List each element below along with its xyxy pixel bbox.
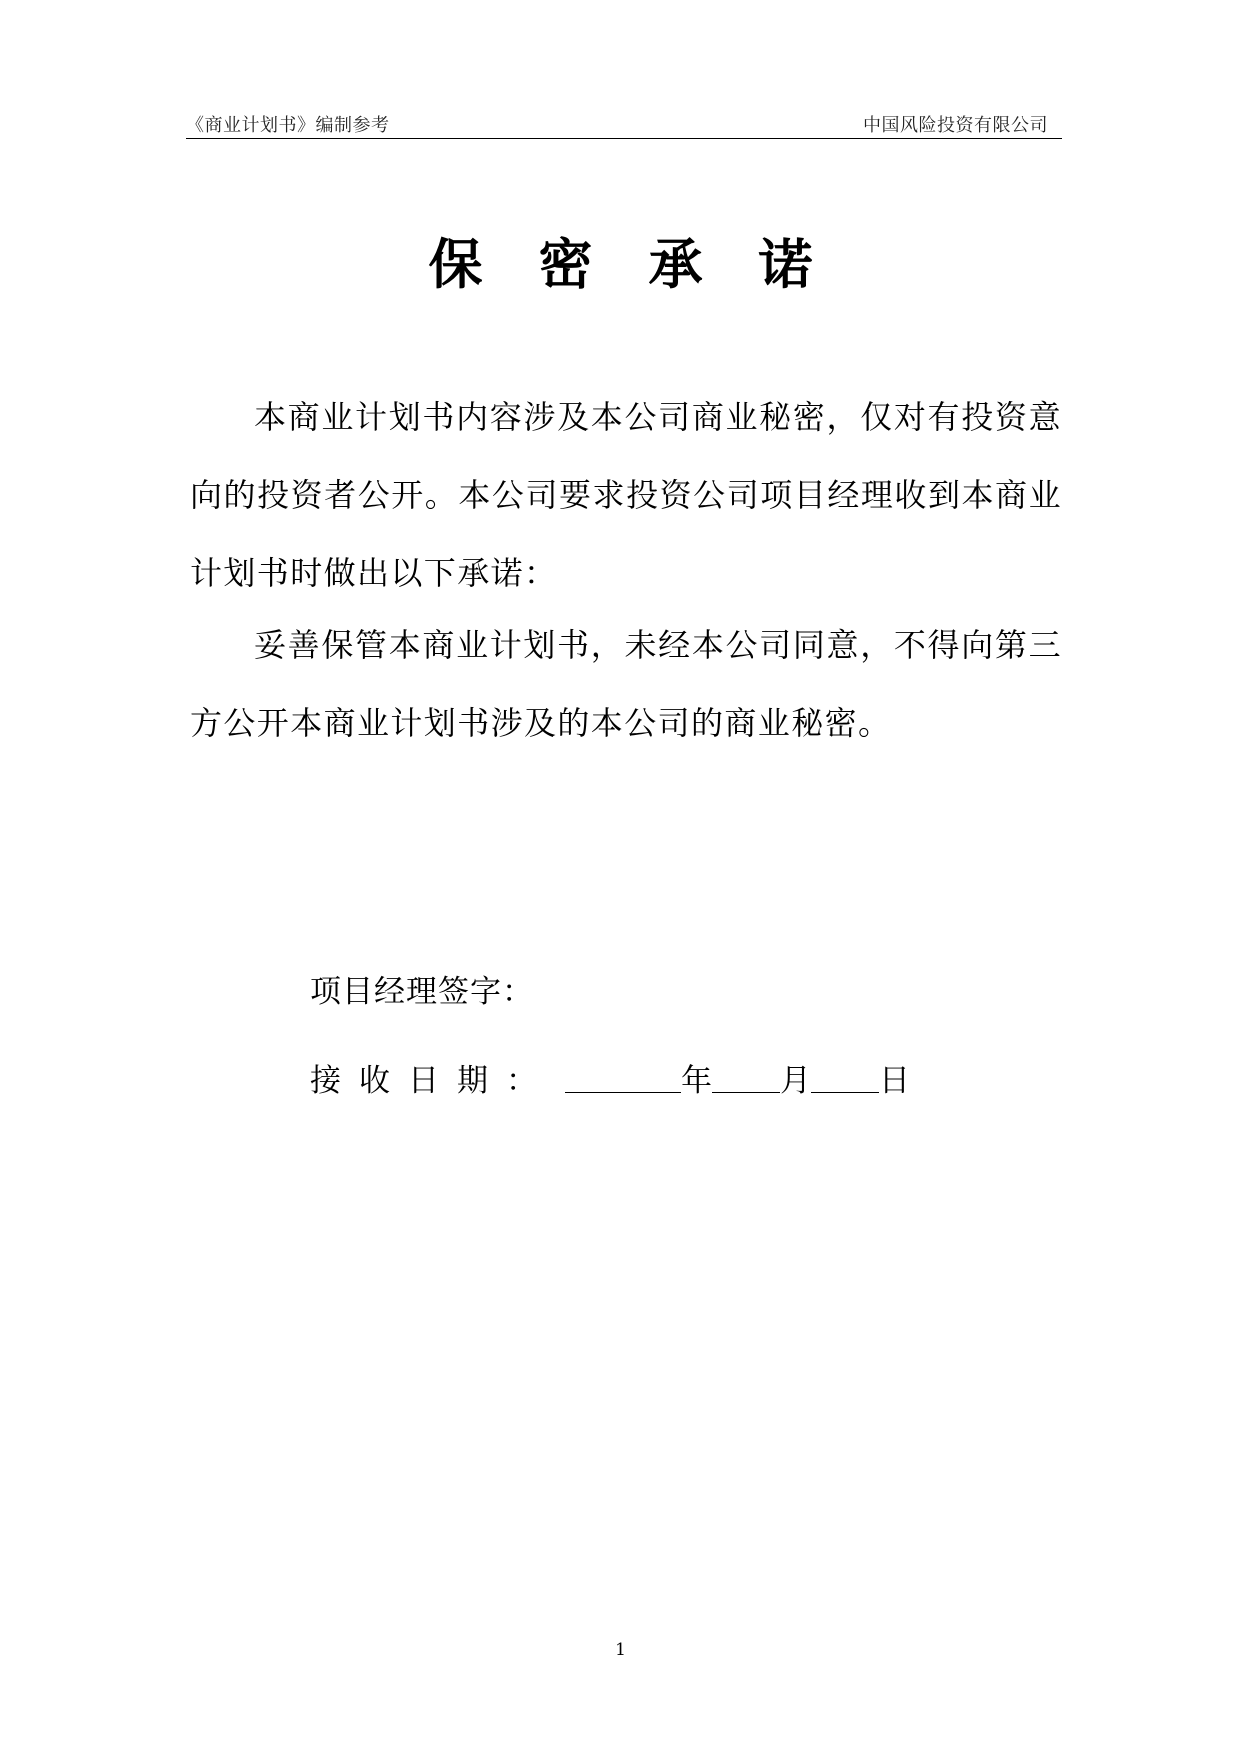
day-blank [811,1060,879,1093]
header-left-text: 《商业计划书》编制参考 [186,115,390,136]
month-unit: 月 [780,1063,811,1099]
receipt-date-line [310,1055,910,1100]
page-number: 1 [615,1640,626,1660]
manager-signature-label: 项目经理签字： [310,974,534,1010]
header-right-text: 中国风险投资有限公司 [863,115,1048,136]
year-blank [565,1060,681,1093]
manager-signature-line [310,966,534,1011]
page-header [186,108,1062,139]
day-unit: 日 [879,1063,910,1099]
receipt-date-label: 接收日期： [310,1063,555,1099]
paragraph-commitment: 妥善保管本商业计划书，未经本公司同意，不得向第三方公开本商业计划书涉及的本公司的商业秘密。 [190,626,1062,742]
month-blank [712,1060,780,1093]
year-unit: 年 [681,1063,712,1099]
document-title: 保密承诺 [428,232,869,296]
paragraph-intro: 本商业计划书内容涉及本公司商业秘密，仅对有投资意向的投资者公开。本公司要求投资公司项目经理收到本商业计划书时做出以下承诺： [190,398,1062,592]
